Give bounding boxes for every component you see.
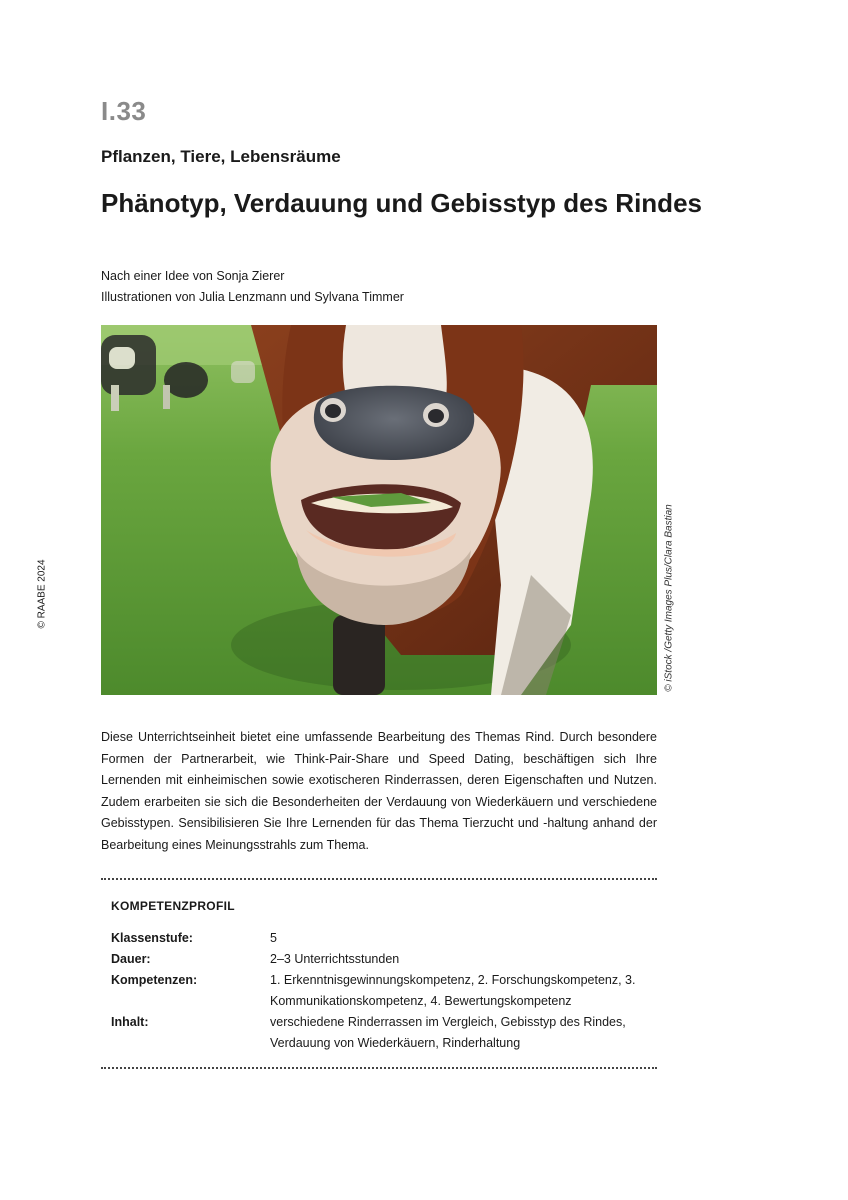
- profile-row-content: [111, 1012, 651, 1054]
- credit-idea: Nach einer Idee von Sonja Zierer: [101, 269, 285, 283]
- profile-label: Dauer:: [111, 952, 151, 966]
- section-number: I.33: [101, 96, 147, 126]
- profile-label: Klassenstufe:: [111, 931, 193, 945]
- profile-value: 2–3 Unterrichtsstunden: [270, 952, 400, 966]
- profile-row-competencies: [111, 970, 651, 1012]
- profile-label: Inhalt:: [111, 1015, 149, 1029]
- credit-illustrations: Illustrationen von Julia Lenzmann und Sylvana Timmer: [101, 290, 404, 304]
- profile-value: 1. Erkenntnisgewinnungskompetenz, 2. Forschungskompetenz, 3. Kommunikationskompetenz, 4. Bewertungskompetenz: [270, 973, 636, 1008]
- profile-heading: KOMPETENZPROFIL: [111, 899, 235, 913]
- divider-top: [101, 878, 657, 880]
- profile-row-grade: [111, 928, 651, 949]
- profile-row-duration: [111, 949, 651, 970]
- cow-photo: [101, 325, 657, 695]
- profile-value: 5: [270, 931, 277, 945]
- side-copyright: © RAABE 2024: [36, 559, 48, 629]
- profile-value: verschiedene Rinderrassen im Vergleich, Gebisstyp des Rindes, Verdauung von Wiederkäuern, Rinderhaltung: [270, 1015, 626, 1050]
- divider-bottom: [101, 1067, 657, 1069]
- credits: [101, 266, 404, 308]
- category-label: Pflanzen, Tiere, Lebensräume: [101, 147, 341, 166]
- page-title: Phänotyp, Verdauung und Gebisstyp des Rindes: [101, 188, 702, 218]
- profile-label: Kompetenzen:: [111, 973, 198, 987]
- photo-credit: © iStock /Getty Images Plus/Clara Bastian: [663, 504, 675, 692]
- intro-text: Diese Unterrichtseinheit bietet eine umfassende Bearbeitung des Themas Rind. Durch besondere Formen der Partnerarbeit, wie Think-Pair-Share und Speed Dating, beschäftigen sich Ihre Lernenden mit einheimischen sowie exotischeren Rinderrassen, deren Eigenschaften und Nutzen. Zudem erarbeiten sie sich die Besonderheiten der Verdauung von Wiederkäuern und verschiedene Gebisstypen. Sensibilisieren Sie Ihre Lernenden für das Thema Tierzucht und -haltung anhand der Bearbeitung eines Meinungsstrahls zum Thema.: [101, 730, 657, 852]
